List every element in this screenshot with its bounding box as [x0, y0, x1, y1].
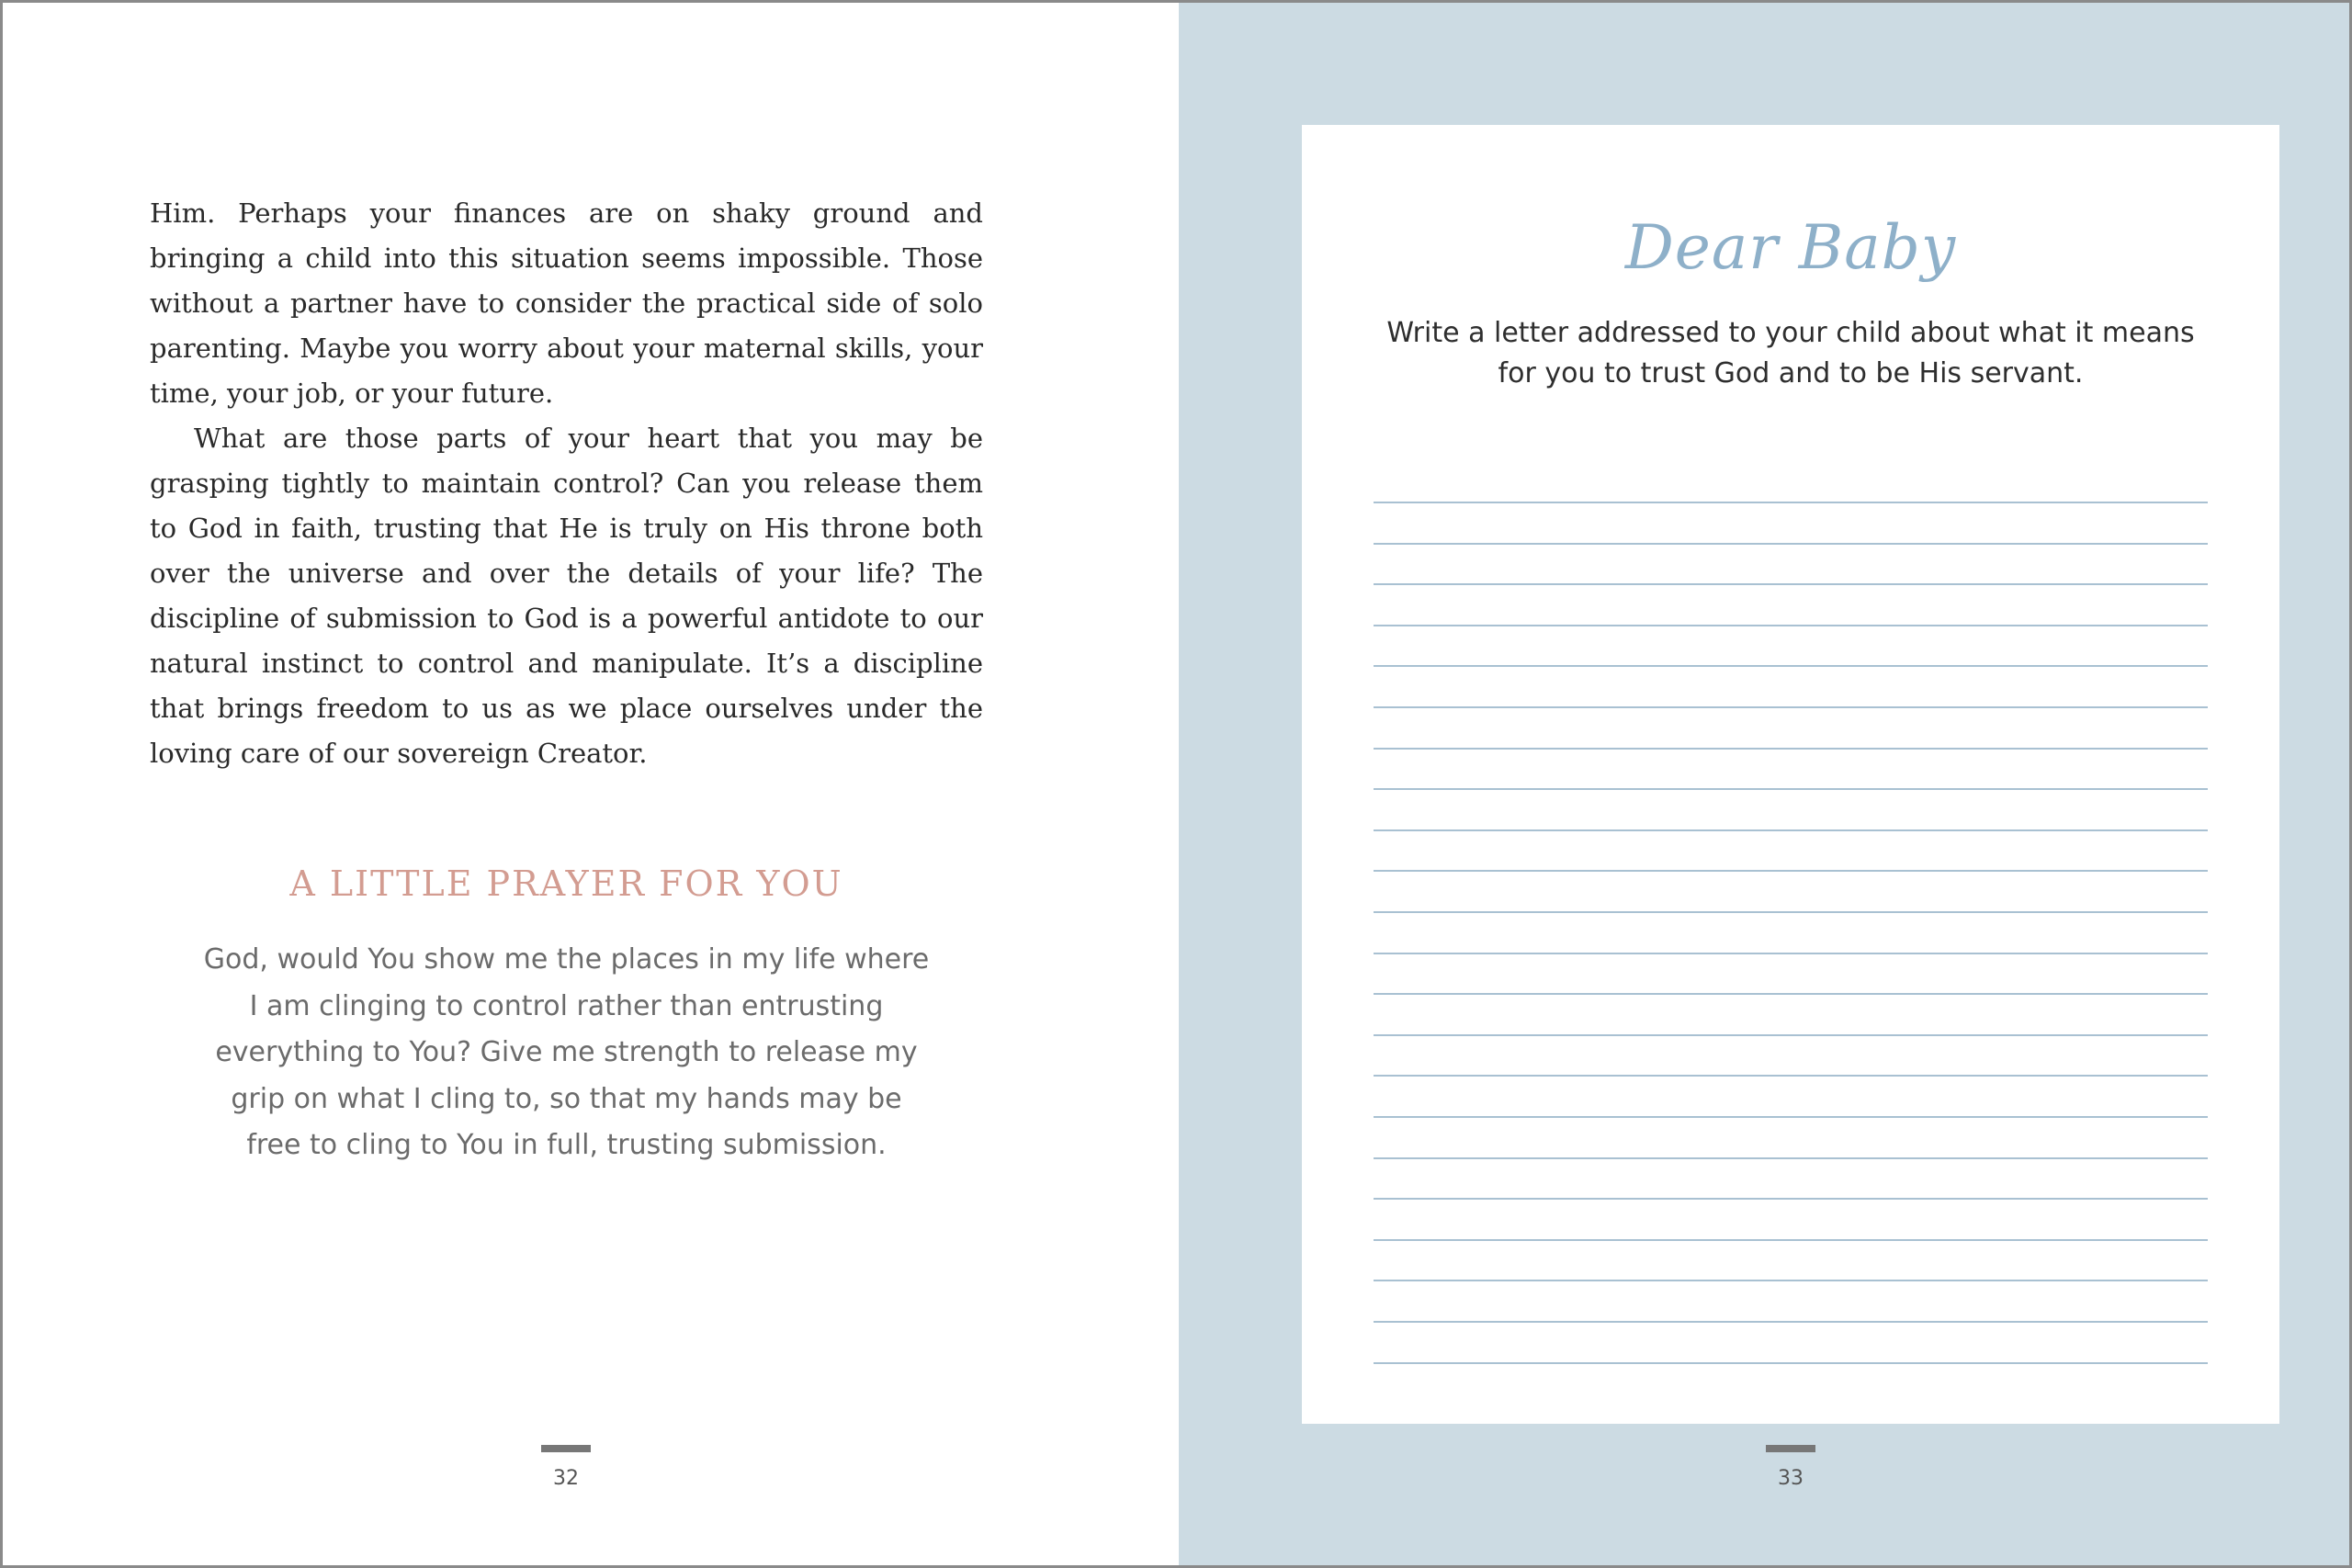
writing-line[interactable] [1374, 829, 2208, 831]
instruction-line: for you to trust God and to be His servant. [1498, 357, 2084, 389]
page-number-left [538, 1445, 594, 1490]
writing-line[interactable] [1374, 993, 2208, 995]
prayer-line: everything to You? Give me strength to release my [215, 1036, 918, 1068]
prayer-line: I am clinging to control rather than entrusting [249, 989, 884, 1022]
instruction-line: Write a letter addressed to your child about what it means [1386, 317, 2195, 349]
letter-title: Dear Baby [1624, 212, 1957, 283]
folio-bar [541, 1445, 591, 1452]
writing-line[interactable] [1374, 502, 2208, 503]
writing-line[interactable] [1374, 543, 2208, 545]
page-number: 33 [1778, 1467, 1804, 1490]
writing-line[interactable] [1374, 953, 2208, 954]
left-page [3, 3, 1179, 1568]
writing-line[interactable] [1374, 1116, 2208, 1118]
body-text [150, 191, 983, 776]
body-paragraph: Him. Perhaps your finances are on shaky ground and bringing a child into this situation seems impossible. Those without a partner have to consider the practical side of solo parenting. Maybe you worry about your maternal skills, your time, your job, or your future. [150, 197, 983, 409]
writing-lines[interactable] [1374, 502, 2208, 1420]
writing-line[interactable] [1374, 1198, 2208, 1200]
letter-instruction [1357, 313, 2224, 394]
page-number-right [1763, 1445, 1818, 1490]
writing-line[interactable] [1374, 1280, 2208, 1281]
letter-card [1302, 125, 2279, 1424]
folio-bar [1766, 1445, 1815, 1452]
writing-line[interactable] [1374, 1157, 2208, 1159]
writing-line[interactable] [1374, 706, 2208, 708]
writing-line[interactable] [1374, 583, 2208, 585]
prayer-text [150, 937, 983, 1169]
body-paragraph: What are those parts of your heart that you may be grasping tightly to maintain control? Can you release them to God in faith, trusting that He is truly on His throne both over the universe and over the details of your life? The discipline of submission to God is a powerful antidote to our natural instinct to control and manipulate. It’s a discipline that brings freedom to us as we place ourselves under the loving care of our sovereign Creator. [150, 423, 983, 769]
writing-line[interactable] [1374, 748, 2208, 750]
writing-line[interactable] [1374, 1239, 2208, 1241]
writing-line[interactable] [1374, 870, 2208, 872]
writing-line[interactable] [1374, 625, 2208, 626]
writing-line[interactable] [1374, 1362, 2208, 1364]
writing-line[interactable] [1374, 1321, 2208, 1323]
prayer-heading: A LITTLE PRAYER FOR YOU [289, 863, 843, 904]
prayer-line: free to cling to You in full, trusting submission. [246, 1129, 887, 1161]
writing-line[interactable] [1374, 911, 2208, 913]
writing-line[interactable] [1374, 788, 2208, 790]
writing-line[interactable] [1374, 1034, 2208, 1036]
writing-line[interactable] [1374, 1075, 2208, 1077]
prayer-line: grip on what I cling to, so that my hands may be [231, 1082, 902, 1115]
writing-line[interactable] [1374, 665, 2208, 667]
prayer-line: God, would You show me the places in my life where [203, 943, 930, 976]
page-number: 32 [553, 1467, 579, 1490]
